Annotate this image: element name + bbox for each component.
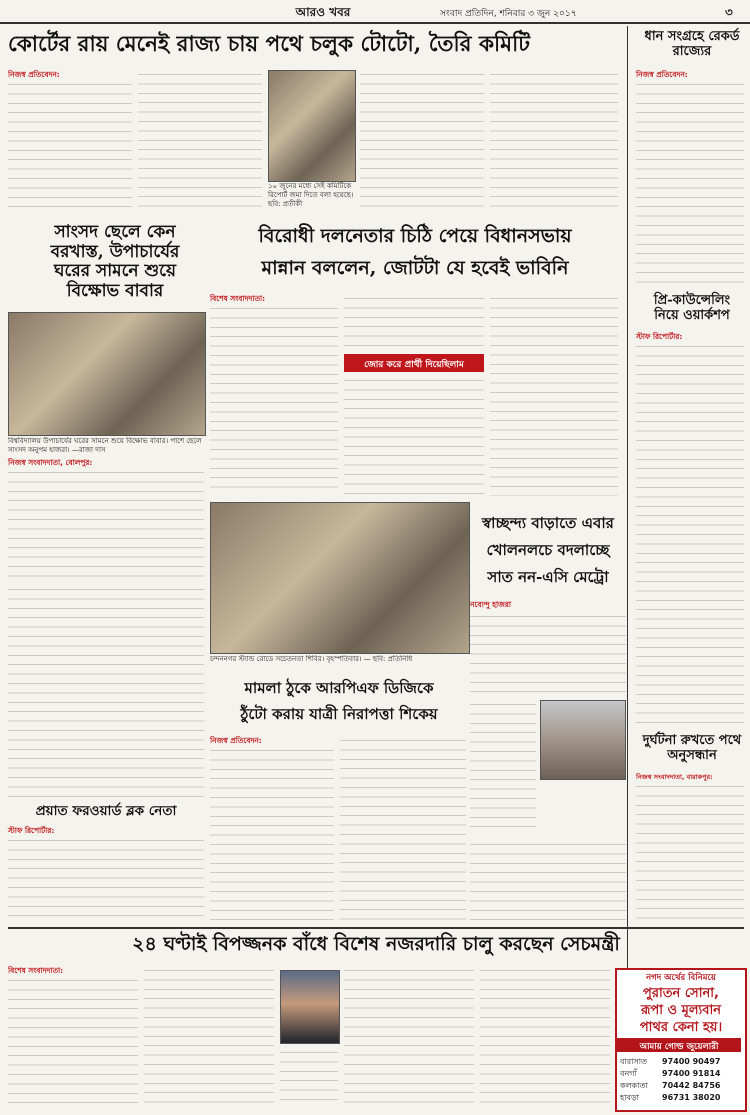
ad-phone-area: কলকাতা <box>620 1081 648 1090</box>
sidebar-top-byline: নিজস্ব প্রতিবেদন: <box>636 70 688 79</box>
story4-text <box>470 612 626 696</box>
story3-column-2 <box>344 294 484 350</box>
story5-headline-line1: মামলা ঠুকে আরপিএফ ডিজিকে <box>244 679 434 697</box>
story7-column-4 <box>344 966 474 1108</box>
sidebar-mid-byline: স্টাফ রিপোর্টার: <box>636 332 683 341</box>
story7-column-2 <box>144 966 274 1108</box>
story4-headline-line2: খোলনলচে বদলাচ্ছে <box>486 541 610 559</box>
story2-byline: নিজস্ব সংবাদদাতা, বোলপুর: <box>8 458 93 467</box>
story6-byline: স্টাফ রিপোর্টার: <box>8 826 55 835</box>
ad-line-2: পুরাতন সোনা, <box>643 986 719 1001</box>
sidebar-mid-headline: প্রি-কাউন্সেলিং নিয়ে ওয়ার্কশপ <box>653 293 731 323</box>
story4-byline: নব্যেন্দু হাজরা <box>470 600 511 609</box>
section-title: আরও খবর <box>295 5 351 19</box>
story1-column-4 <box>490 70 618 212</box>
story2-text <box>8 468 204 580</box>
story1-column-1 <box>8 80 132 212</box>
story2-photo-caption: বিশ্ববিদ্যালয় উপাচার্যের ঘরের সামনে শুয়ে বিক্ষোভ বাবার। পাশে ছেলে সাংসদ অনুপম হাজরা। —রাজা দাস <box>8 437 202 454</box>
column-divider <box>627 26 628 1026</box>
story1-column-2 <box>138 70 262 212</box>
story2-headline: সাংসদ ছেলে কেন বরখাস্ত, উপাচার্যের ঘরের সামনে শুয়ে বিক্ষোভ বাবার <box>50 222 180 301</box>
story3-byline: বিশেষ সংবাদদাতা: <box>210 294 266 303</box>
ad-phone-list <box>620 1056 740 1104</box>
story5-column-1 <box>210 746 334 922</box>
ad-phone-number: 70442 84756 <box>662 1081 721 1090</box>
story4-text-2 <box>470 700 536 835</box>
ad-phone-area: বনগাঁ <box>620 1069 637 1078</box>
story3-headline-line2: মান্নান বললেন, জোটটা যে হবেই ভাবিনি <box>261 257 569 279</box>
ad-phone-row <box>620 1056 740 1068</box>
mid-photo-caption: চন্দননগর স্ট্যান্ড রোডে সচেতনতা শিবির। বৃহস্পতিবার। — ছবি: প্রতিনিধি <box>210 655 413 663</box>
bottom-rule <box>8 927 744 929</box>
sidebar-low-headline: দুর্ঘটনা রুখতে পথে অনুসন্ধান <box>642 733 742 763</box>
story3-column-3 <box>344 376 484 496</box>
mid-photo <box>210 502 470 654</box>
masthead <box>0 0 750 24</box>
sidebar-mid-text <box>636 342 744 728</box>
story3-column-1 <box>210 304 338 496</box>
story2-text-cont <box>8 585 204 800</box>
ad-phone-row <box>620 1080 740 1092</box>
story7-column-5 <box>480 966 610 1108</box>
story1-photo-caption: ১০ জুনের মধ্যে সেই কমিটিকে রিপোর্ট জমা দিতে বলা হয়েছে। ছবি: প্রতীকী <box>268 182 354 208</box>
story7-byline: বিশেষ সংবাদদাতা: <box>8 966 64 975</box>
story4-photo <box>540 700 626 780</box>
story7-column-3 <box>280 1048 338 1108</box>
story4-headline-line1: স্বাচ্ছন্দ্য বাড়াতে এবার <box>482 514 614 532</box>
ad-phone-number: 96731 38020 <box>662 1093 721 1102</box>
story1-column-3 <box>360 70 484 212</box>
ad-phone-area: হাবড়া <box>620 1093 640 1102</box>
ad-phone-row <box>620 1092 740 1104</box>
story1-byline: নিজস্ব প্রতিবেদন: <box>8 70 60 79</box>
story5-column-2 <box>340 736 466 922</box>
ad-line-3: রূপা ও মূল্যবান <box>640 1003 722 1018</box>
story4-headline-line3: সাত নন-এসি মেট্রো <box>487 568 609 586</box>
ad-line-1: নগদ অর্থের বিনিময়ে <box>646 973 716 983</box>
ad-line-4: পাথর কেনা হয়। <box>639 1020 723 1035</box>
sidebar-top-headline: ধান সংগ্রহে রেকর্ড রাজ্যের <box>644 29 740 59</box>
ad-phone-row <box>620 1068 740 1080</box>
sidebar-top-text <box>636 80 744 290</box>
ad-brand: আমায় গোল্ড জুয়েলারী <box>639 1042 719 1052</box>
story3-column-4 <box>490 294 618 496</box>
story6-headline: প্রয়াত ফরওয়ার্ড ব্লক নেতা <box>35 803 177 819</box>
sidebar-low-byline: নিজস্ব সংবাদদাতা, বারাকপুর: <box>636 773 713 781</box>
minister-portrait <box>280 970 340 1044</box>
story4-text-3 <box>470 840 626 922</box>
story5-byline: নিজস্ব প্রতিবেদন: <box>210 736 262 745</box>
story7-headline: ২৪ ঘণ্টাই বিপজ্জনক বাঁধে বিশেষ নজরদারি চালু করছেন সেচমন্ত্রী <box>132 933 620 955</box>
ad-phone-number: 97400 90497 <box>662 1057 721 1066</box>
story2-photo <box>8 312 206 436</box>
story1-photo <box>268 70 356 182</box>
sidebar-low-text <box>636 782 744 922</box>
story7-column-1 <box>8 976 138 1108</box>
ad-phone-number: 97400 91814 <box>662 1069 721 1078</box>
story5-headline-line2: ঠুঁটো করায় যাত্রী নিরাপত্তা শিকেয় <box>240 705 438 723</box>
story1-headline: কোর্টের রায় মেনেই রাজ্য চায় পথে চলুক টোটো, তৈরি কমিটি <box>8 32 530 57</box>
story6-text <box>8 836 204 922</box>
date-line: সংবাদ প্রতিদিন, শনিবার ৩ জুন ২০১৭ <box>440 9 577 19</box>
story3-headline-line1: বিরোধী দলনেতার চিঠি পেয়ে বিধানসভায় <box>258 225 572 247</box>
ad-phone-area: বারাসাত <box>620 1057 648 1066</box>
page-number: ৩ <box>725 5 733 19</box>
story3-pull-quote-text: জোর করে প্রার্থী দিয়েছিলাম <box>364 360 464 370</box>
